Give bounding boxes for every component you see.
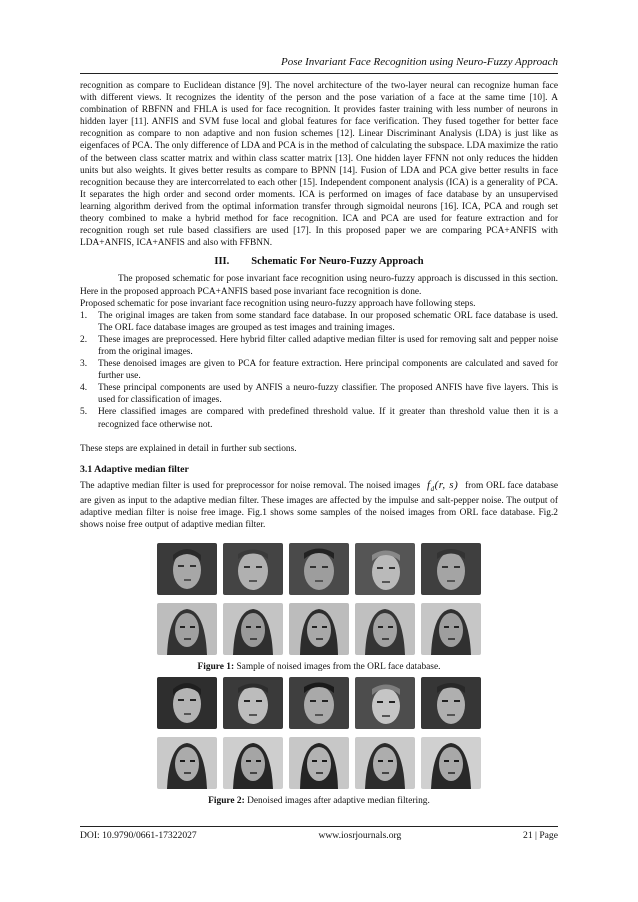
step-text: These images are preprocessed. Here hybrid filter called adaptive median filter is used for removing salt and pepper noise from the original images. xyxy=(98,334,558,357)
figure-2-caption-text: Denoised images after adaptive median filtering. xyxy=(247,796,430,807)
face-image xyxy=(223,543,283,595)
figure-2-caption xyxy=(80,795,558,807)
intro-paragraph: recognition as compare to Euclidean distance [9]. The novel architecture of the two-layer neural can recognize human face with different views. It recognizes the identity of the person and the pose variation of a face at the same time [10]. A combination of RBFNN and FHLA is used for face recognition. It provides faster training with less number of neurons in hidden layer [11]. ANFIS and SVM fuse local and global features for face verification. They fused together for better face recognition as compare to non adaptive and non fusion schemes [12]. Linear Discriminant Analysis (LDA) is just like as eigenfaces of PCA. The only difference of LDA and PCA is in the method of calculating the subspace. LDA maximize the ratio of the between class scatter matrix and within class scatter matrix [13]. One hidden layer FFNN not only reduces the hidden units but also weights. It gives better results as compare to BPNN [14]. Fusion of LDA and PCA give better results in face recognition because they are intercorrelated to each other [15]. Independent component analysis (ICA) is a generality of PCA. It separates the high order and second order moments. ICA is performed on images of face database by an unsupervised learning algorithm derived from the optimal information transfer through sigmoidal neurons [16]. ICA, PCA and rough set theory combined to make a hybrid method for face recognition. ICA and PCA are used for feature extraction and for recognition rough set rule based classifiers are used [17]. In this proposed paper we are comparing PCA+ANFIS with LDA+ANFIS, ICA+ANFIS and also with FFBNN. xyxy=(80,81,558,249)
doi-text: DOI: 10.9790/0661-17322027 xyxy=(80,830,197,841)
face-image xyxy=(289,603,349,655)
step-number: 5. xyxy=(80,407,88,418)
spacer xyxy=(80,595,558,603)
figure-1-caption-text: Sample of noised images from the ORL face database. xyxy=(236,662,441,673)
figure-1 xyxy=(80,543,558,673)
figure-2-row-1 xyxy=(80,677,558,729)
step-number: 2. xyxy=(80,334,88,345)
face-image xyxy=(421,737,481,789)
list-item xyxy=(80,406,558,430)
step-text: These denoised images are given to PCA for feature extraction. Here principal components are calculated and saved for further use. xyxy=(98,359,558,382)
step-number: 3. xyxy=(80,359,88,370)
face-image xyxy=(157,677,217,729)
noised-image-formula xyxy=(423,479,462,491)
figure-1-row-2 xyxy=(80,603,558,655)
face-image xyxy=(355,603,415,655)
face-image xyxy=(223,603,283,655)
section-heading xyxy=(80,256,558,268)
face-image xyxy=(355,737,415,789)
face-image xyxy=(157,603,217,655)
formula-args: (r, s) xyxy=(434,478,459,491)
face-image xyxy=(223,737,283,789)
section-number: III. xyxy=(214,256,230,268)
figure-2-label: Figure 2: xyxy=(208,796,245,807)
header-rule xyxy=(80,73,558,74)
step-number: 4. xyxy=(80,383,88,394)
face-image xyxy=(157,737,217,789)
section-paragraph-1: The proposed schematic for pose invariant face recognition using neuro-fuzzy approach is discussed in this section. Here in the proposed approach PCA+ANFIS based pose invariant face recognition is done. xyxy=(80,274,558,297)
footer-rule xyxy=(80,826,558,827)
figure-1-caption xyxy=(80,661,558,673)
subsection-text-after: from ORL face database are given as input to the adaptive median filter. These images are affected by the impulse and salt-pepper noise. The output of adaptive median filter is noise free image. Fig.1 shows some samples of the noised images from ORL face database. Fig.2 shows noise free output of adaptive median filter. xyxy=(80,480,559,531)
figure-2-row-2 xyxy=(80,737,558,789)
section-paragraph-2: Proposed schematic for pose invariant face recognition using neuro-fuzzy approach have following steps. xyxy=(80,298,476,309)
list-item xyxy=(80,358,558,382)
step-number: 1. xyxy=(80,310,88,321)
face-image xyxy=(289,737,349,789)
subsection-paragraph xyxy=(80,479,558,532)
figure-1-label: Figure 1: xyxy=(197,662,235,673)
face-image xyxy=(223,677,283,729)
steps-closing: These steps are explained in detail in further sub sections. xyxy=(80,443,297,454)
face-image xyxy=(157,543,217,595)
subsection-text-before: The adaptive median filter is used for preprocessor for noise removal. The noised images xyxy=(80,480,421,491)
step-text: These principal components are used by ANFIS a neuro-fuzzy classifier. The proposed ANFIS have five layers. This is used for classification of images. xyxy=(98,383,558,406)
page-footer xyxy=(80,830,558,841)
step-text: Here classified images are compared with predefined threshold value. If it greater than threshold value then it is a recognized face otherwise not. xyxy=(98,407,558,430)
list-item xyxy=(80,334,558,358)
list-item xyxy=(80,310,558,334)
figure-1-row-1 xyxy=(80,543,558,595)
face-image xyxy=(421,603,481,655)
face-image xyxy=(421,543,481,595)
spacer xyxy=(80,431,558,443)
face-image xyxy=(289,543,349,595)
page-number: 21 | Page xyxy=(523,830,558,841)
section-title: Schematic For Neuro-Fuzzy Approach xyxy=(251,256,424,268)
figure-2 xyxy=(80,677,558,807)
body-content xyxy=(80,80,558,812)
face-image xyxy=(355,677,415,729)
formula-subscript: d xyxy=(430,485,435,493)
journal-website: www.iosrjournals.org xyxy=(318,830,402,841)
spacer xyxy=(80,729,558,737)
formula-function: f xyxy=(427,478,431,491)
list-item xyxy=(80,382,558,406)
face-image xyxy=(289,677,349,729)
face-image xyxy=(421,677,481,729)
subsection-heading: 3.1 Adaptive median filter xyxy=(80,463,189,475)
step-text: The original images are taken from some standard face database. In our proposed schematic ORL face database is used. The ORL face database images are grouped as test images and training images. xyxy=(98,310,558,333)
running-head: Pose Invariant Face Recognition using Neuro-Fuzzy Approach xyxy=(281,56,558,68)
spacer xyxy=(80,531,558,543)
steps-list xyxy=(80,310,558,431)
face-image xyxy=(355,543,415,595)
